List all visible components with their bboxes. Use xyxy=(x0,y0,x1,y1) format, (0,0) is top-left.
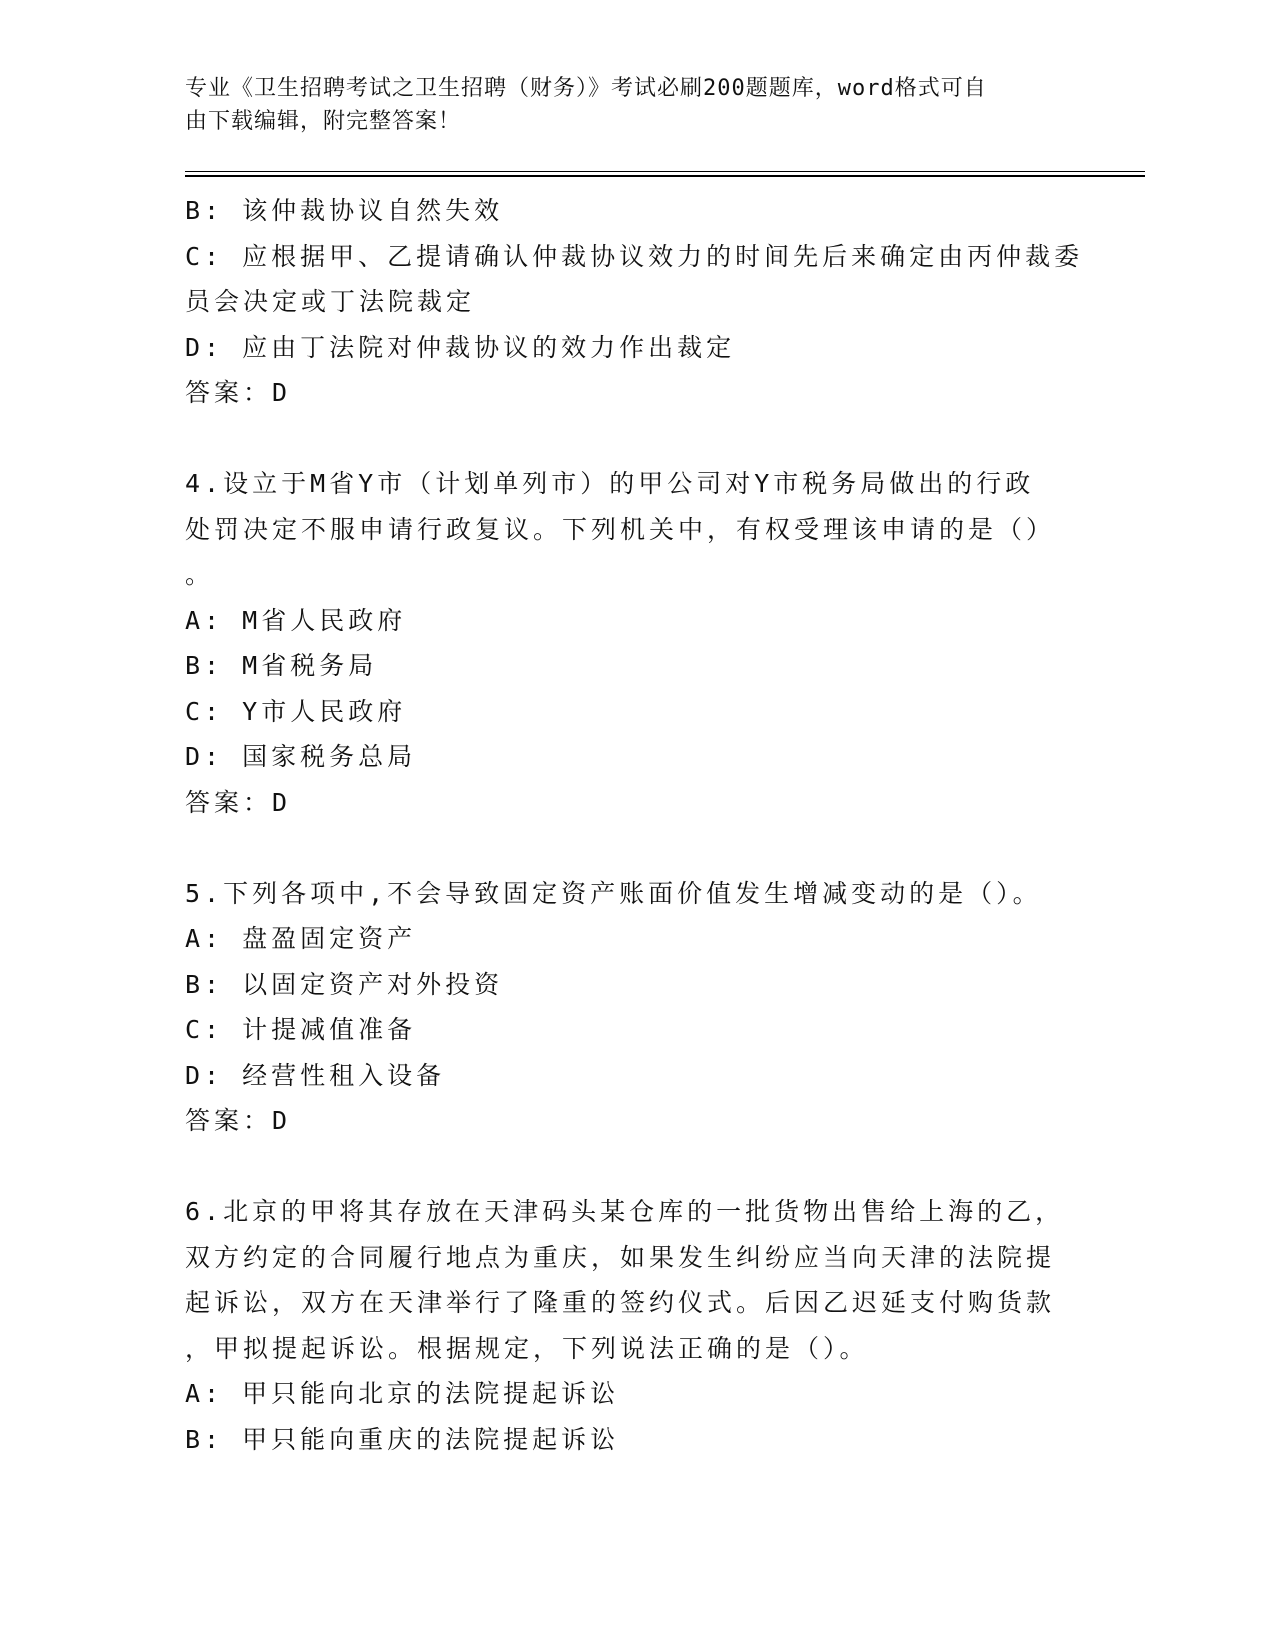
answer: 答案：D xyxy=(185,1106,292,1135)
answer: 答案：D xyxy=(185,787,292,817)
question-6 xyxy=(185,1189,1065,1462)
option-b: B: 以固定资产对外投资 xyxy=(185,969,504,999)
question-list xyxy=(185,188,1084,1462)
question-stem: 5.下列各项中,不会导致固定资产账面价值发生增减变动的是（）。 xyxy=(185,878,1042,908)
option-b: B: M省税务局 xyxy=(185,651,378,680)
question-stem-continued: 。 xyxy=(185,560,215,589)
question-stem-continued: 双方约定的合同履行地点为重庆，如果发生纠纷应当向天津的法院提 xyxy=(185,1242,1056,1272)
question-stem: 4.设立于M省Y市（计划单列市）的甲公司对Y市税务局做出的行政 xyxy=(185,469,1035,498)
header-line-1: 专业《卫生招聘考试之卫生招聘（财务）》考试必刷200题题库，word格式可自 xyxy=(185,76,987,101)
option-d: D: 经营性租入设备 xyxy=(185,1060,446,1090)
option-d: D: 国家税务总局 xyxy=(185,742,417,771)
question-3-tail xyxy=(185,188,1084,416)
question-4 xyxy=(185,461,1065,825)
option-c: C: 应根据甲、乙提请确认仲裁协议效力的时间先后来确定由丙仲裁委 xyxy=(185,241,1084,271)
option-c: C: Y市人民政府 xyxy=(185,696,407,726)
option-c-continued: 员会决定或丁法院裁定 xyxy=(185,287,476,316)
document-header xyxy=(185,72,1055,138)
option-c: C: 计提减值准备 xyxy=(185,1015,417,1044)
option-d: D: 应由丁法院对仲裁协议的效力作出裁定 xyxy=(185,332,736,362)
option-b: B: 该仲裁协议自然失效 xyxy=(185,196,504,225)
option-a: A: 甲只能向北京的法院提起诉讼 xyxy=(185,1379,620,1408)
answer: 答案：D xyxy=(185,378,292,407)
header-line-2: 由下载编辑，附完整答案！ xyxy=(185,109,462,134)
question-stem-continued: 起诉讼，双方在天津举行了隆重的签约仪式。后因乙迟延支付购货款 xyxy=(185,1288,1056,1317)
question-stem: 6.北京的甲将其存放在天津码头某仓库的一批货物出售给上海的乙， xyxy=(185,1197,1065,1226)
option-a: A: M省人民政府 xyxy=(185,605,407,635)
question-5 xyxy=(185,871,1065,1144)
header-divider-thin xyxy=(185,171,1145,172)
option-b: B: 甲只能向重庆的法院提起诉讼 xyxy=(185,1424,620,1454)
header-divider-thick xyxy=(185,175,1145,177)
question-stem-continued: 处罚决定不服申请行政复议。下列机关中，有权受理该申请的是（） xyxy=(185,514,1056,544)
question-stem-continued: ，甲拟提起诉讼。根据规定，下列说法正确的是（）。 xyxy=(185,1333,869,1363)
option-a: A: 盘盈固定资产 xyxy=(185,924,417,953)
